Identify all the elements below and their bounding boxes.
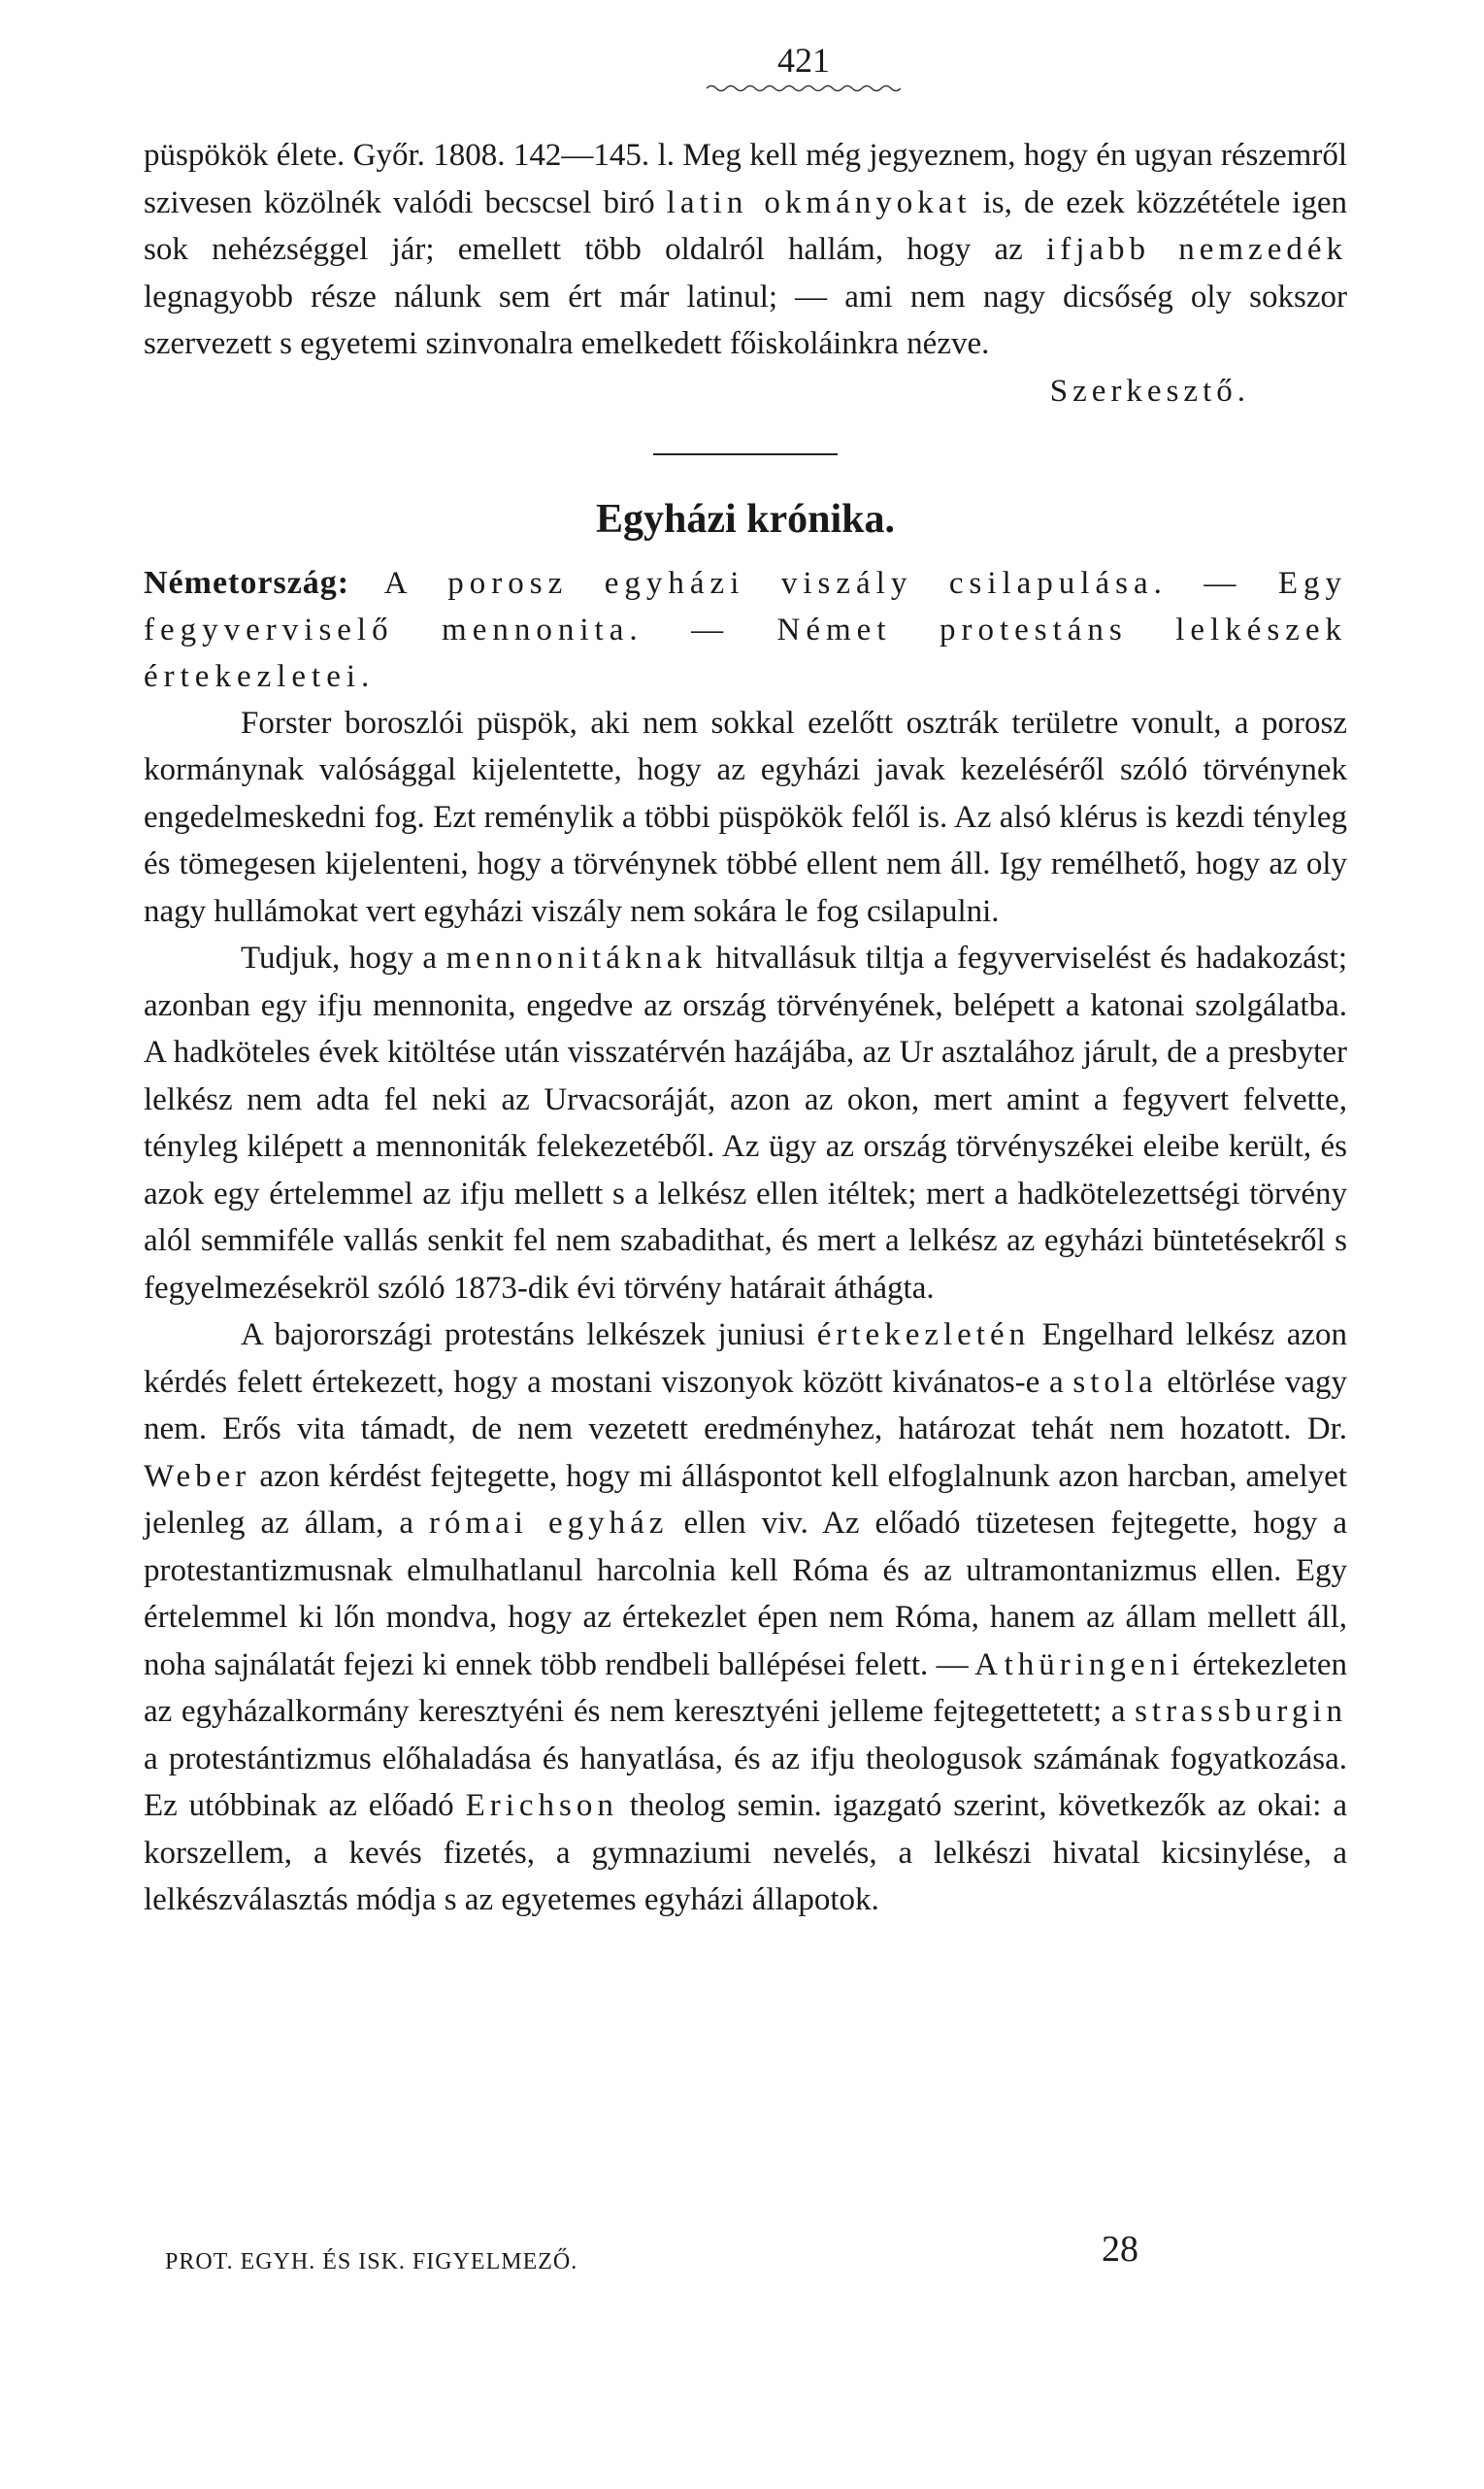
intro-generation-spaced: ifjabb nemzedék bbox=[1046, 232, 1348, 267]
conf-s5: thüringeni bbox=[1004, 1646, 1185, 1682]
paragraph-forster: Forster boroszlói püspök, aki nem sokkal ezelőtt osztrák területre vonult, a porosz kormánynak valósággal kijelentette, hogy az egyházi javak kezeléséről szóló törvénynek engedelmeskedni fog. Ezt reménylik a többi püspökök felől is. Az alsó klérus is kezdi tényleg és tömegesen kijelenteni, hogy a törvénynek többé ellent nem áll. Igy remélhető, hogy az oly nagy hullámokat vert egyházi viszály nem sokára le fog csilapulni. bbox=[144, 705, 1347, 929]
conf-p2: Engelhard lelkész azon kérdés felett értekezett, hogy a mostani viszonyok között kivánatos-e a bbox=[144, 1317, 1347, 1400]
conf-p3: eltörlése vagy nem. Erős vita támadt, de nem vezetett eredményhez, határozat tehát nem hozatott. Dr. bbox=[144, 1364, 1347, 1446]
intro-text-start: püspökök élete. Győr. 1808. 142—145. l. Meg kell még jegyeznem, hogy én ugyan részemről szivesen közölnék valódi becscsel biró bbox=[144, 138, 1347, 220]
section-title: Egyházi krónika. bbox=[595, 496, 896, 542]
mennonite-after: hitvallásuk tiltja a fegyverviselést és hadakozást; azonban egy ifju mennonita, engedve az ország törvényének, belépett a katonai szolgálatba. A hadköteles évek kitöltése után visszatérvén hazájába, az Ur asztalához járult, de a presbyter lelkész nem adta fel neki az Urvacsoráját, azon az okon, mert amint a fegyvert felvette, tényleg kilépett a mennoniták felekezetéből. Az ügy az ország törvényszékei eleibe került, és azok egy értelemmel az ifju mellett s a lelkész ellen itéltek; mert a hadkötelezettségi törvény alól semmiféle vallás senkit fel nem szabadithat, és mert a lelkész az egyházi büntetésekről s fegyelmezésekröl szóló 1873-dik évi törvény határait áthágta. bbox=[144, 941, 1347, 1306]
conf-p7: a protestántizmus előhaladása és hanyatlása, és az ifju theologusok számának fogyatkozása. Ez utóbbinak az előadó bbox=[144, 1741, 1347, 1823]
signature-mark: 28 bbox=[1102, 2229, 1138, 2270]
lead-country: Németország: bbox=[144, 564, 350, 601]
conf-s6: strassburgin bbox=[1135, 1694, 1347, 1729]
journal-name: PROT. EGYH. ÉS ISK. FIGYELMEZŐ. bbox=[165, 2249, 578, 2274]
editor-signature: Szerkesztő. bbox=[1049, 373, 1250, 409]
conf-s1: értekezletén bbox=[816, 1317, 1031, 1352]
lead-topics: A porosz egyházi viszály csilapulása. — Egy fegyverviselő mennonita. — Német protestáns lelkészek értekezletei. bbox=[144, 565, 1347, 694]
conf-p5: ellen viv. Az előadó tüzetesen fejtegette, hogy a protestantizmusnak elmulhatlanul harcolnia kell Róma és az ultramontanizmus ellen. Egy értelemmel ki lőn mondva, hogy az értekezlet épen nem Róma, hanem az állam mellett áll, noha sajnálatát fejezi ki ennek több rendbeli ballépései felett. — A bbox=[144, 1506, 1347, 1682]
section-lead bbox=[144, 560, 1347, 700]
intro-text-end: legnagyobb része nálunk sem ért már latinul; — ami nem nagy dicsőség oly sokszor szervezett s egyetemi szinvonalra emelkedett főiskoláinkra nézve. bbox=[144, 279, 1347, 361]
conf-p1: A bajorországi protestáns lelkészek juniusi bbox=[241, 1317, 817, 1352]
paragraph-mennonite bbox=[144, 935, 1347, 1311]
wavy-rule bbox=[707, 83, 901, 93]
intro-text-mid: is, de ezek közzététele igen sok nehézséggel jár; emellett több oldalról hallám, hogy az bbox=[144, 184, 1347, 267]
conf-p8: theolog semin. igazgató szerint, következők az okai: a korszellem, a kevés fizetés, a gymnaziumi nevelés, a lelkészi hivatal kicsinylése, a lelkészválasztás módja s az egyetemes egyházi állapotok. bbox=[144, 1788, 1347, 1917]
intro-latin-spaced: latin okmányokat bbox=[666, 184, 972, 220]
conf-s7: Erichson bbox=[465, 1788, 618, 1823]
page-footer bbox=[165, 2228, 1174, 2286]
conf-s4: római egyház bbox=[429, 1506, 669, 1541]
conf-p4: azon kérdést fejtegette, hogy mi álláspontot kell elfoglalnunk azon harcban, amelyet jelenleg az állam, a bbox=[144, 1458, 1347, 1541]
mennonite-before: Tudjuk, hogy a bbox=[241, 941, 446, 976]
intro-paragraph bbox=[144, 132, 1347, 368]
conf-s2: stola bbox=[1072, 1364, 1158, 1400]
paragraph-conferences bbox=[144, 1311, 1347, 1924]
mennonite-spaced: mennonitáknak bbox=[445, 941, 708, 976]
page bbox=[144, 39, 1347, 1924]
page-number: 421 bbox=[777, 41, 830, 80]
conf-s3: Weber bbox=[144, 1458, 251, 1494]
section-divider bbox=[653, 453, 838, 455]
conf-p6: értekezleten az egyházalkormány keresztyéni és nem keresztyéni jelleme fejtegettetett; a bbox=[144, 1646, 1347, 1729]
